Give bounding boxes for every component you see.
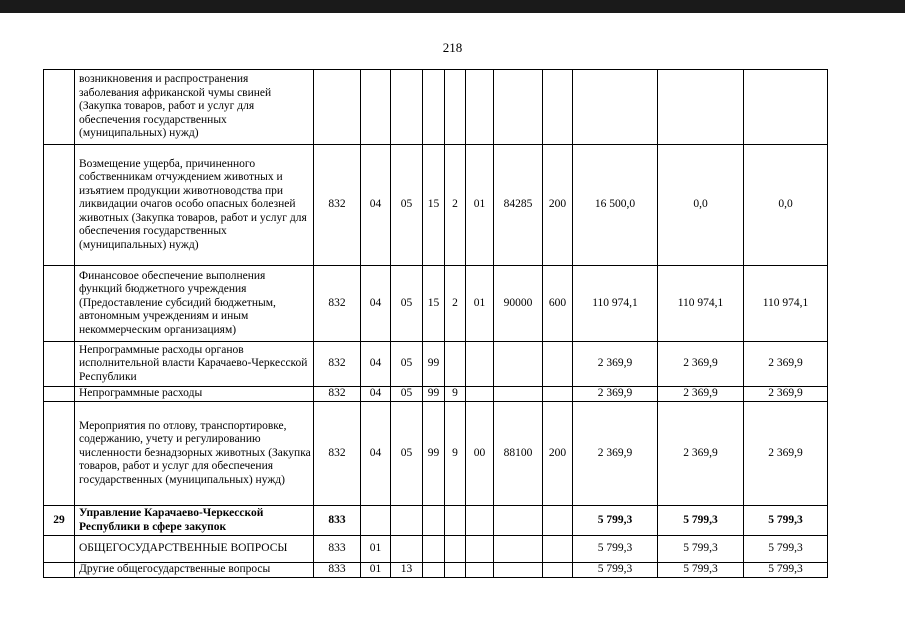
cell-c3	[466, 536, 494, 563]
cell-num: 29	[44, 506, 75, 536]
cell-rz	[361, 506, 391, 536]
cell-c4	[494, 387, 543, 402]
cell-num	[44, 402, 75, 506]
table-row	[44, 536, 828, 563]
cell-num	[44, 70, 75, 145]
cell-c2	[445, 70, 466, 145]
cell-s1: 2 369,9	[573, 342, 658, 387]
cell-desc: Непрограммные расходы	[75, 387, 314, 402]
cell-s2: 2 369,9	[658, 402, 744, 506]
cell-ved: 832	[314, 266, 361, 342]
cell-s3: 5 799,3	[744, 563, 828, 578]
cell-s1: 5 799,3	[573, 563, 658, 578]
cell-vr: 200	[543, 145, 573, 266]
cell-s2: 5 799,3	[658, 506, 744, 536]
cell-c1: 99	[423, 387, 445, 402]
cell-c1: 15	[423, 145, 445, 266]
cell-desc: ОБЩЕГОСУДАРСТВЕННЫЕ ВОПРОСЫ	[75, 536, 314, 563]
cell-c3: 01	[466, 266, 494, 342]
cell-ved: 833	[314, 506, 361, 536]
cell-desc: возникновения и распространения заболевания африканской чумы свиней (Закупка товаров, работ и услуг для обеспечения государственных (муниципальных) нужд)	[75, 70, 314, 145]
cell-c3: 01	[466, 145, 494, 266]
cell-s3: 2 369,9	[744, 342, 828, 387]
cell-c1: 99	[423, 342, 445, 387]
cell-pr: 05	[391, 387, 423, 402]
cell-desc: Управление Карачаево-Черкесской Республики в сфере закупок	[75, 506, 314, 536]
cell-c2	[445, 506, 466, 536]
cell-vr	[543, 70, 573, 145]
cell-s2	[658, 70, 744, 145]
cell-c3	[466, 387, 494, 402]
table-row	[44, 266, 828, 342]
cell-pr: 05	[391, 342, 423, 387]
cell-s3: 2 369,9	[744, 387, 828, 402]
cell-s1: 5 799,3	[573, 536, 658, 563]
cell-c1	[423, 506, 445, 536]
cell-ved	[314, 70, 361, 145]
table-row	[44, 387, 828, 402]
cell-s1: 2 369,9	[573, 402, 658, 506]
cell-desc: Непрограммные расходы органов исполнительной власти Карачаево-Черкесской Республики	[75, 342, 314, 387]
table-row	[44, 402, 828, 506]
cell-c2: 2	[445, 145, 466, 266]
cell-s1: 110 974,1	[573, 266, 658, 342]
cell-c4: 88100	[494, 402, 543, 506]
cell-rz: 04	[361, 342, 391, 387]
cell-c4: 90000	[494, 266, 543, 342]
cell-pr	[391, 70, 423, 145]
cell-ved: 832	[314, 342, 361, 387]
cell-rz: 04	[361, 145, 391, 266]
table-row	[44, 70, 828, 145]
cell-s3	[744, 70, 828, 145]
cell-desc: Мероприятия по отлову, транспортировке, содержанию, учету и регулированию численности безнадзорных животных (Закупка товаров, работ и услуг для обеспечения государственных (муниципальных) нужд)	[75, 402, 314, 506]
cell-s1: 2 369,9	[573, 387, 658, 402]
cell-desc: Возмещение ущерба, причиненного собственникам отчуждением животных и изъятием продукции животноводства при ликвидации очагов особо опасных болезней животных (Закупка товаров, работ и услуг для обеспечения государственных (муниципальных) нужд)	[75, 145, 314, 266]
cell-c4: 84285	[494, 145, 543, 266]
cell-pr	[391, 506, 423, 536]
cell-s2: 0,0	[658, 145, 744, 266]
cell-c3	[466, 563, 494, 578]
cell-rz: 04	[361, 387, 391, 402]
cell-pr: 13	[391, 563, 423, 578]
cell-ved: 832	[314, 145, 361, 266]
cell-s2: 2 369,9	[658, 342, 744, 387]
cell-num	[44, 387, 75, 402]
cell-vr: 600	[543, 266, 573, 342]
table-row	[44, 342, 828, 387]
budget-table	[43, 69, 828, 578]
cell-rz: 04	[361, 402, 391, 506]
cell-rz: 01	[361, 536, 391, 563]
cell-c1: 15	[423, 266, 445, 342]
cell-vr	[543, 342, 573, 387]
cell-c4	[494, 342, 543, 387]
scan-top-border	[0, 0, 905, 13]
table-row	[44, 506, 828, 536]
cell-desc: Финансовое обеспечение выполнения функций бюджетного учреждения (Предоставление субсидий бюджетным, автономным учреждениям и иным некоммерческим организациям)	[75, 266, 314, 342]
cell-c2: 2	[445, 266, 466, 342]
table-row	[44, 563, 828, 578]
cell-rz	[361, 70, 391, 145]
cell-c1	[423, 536, 445, 563]
cell-s3: 2 369,9	[744, 402, 828, 506]
cell-s1: 16 500,0	[573, 145, 658, 266]
cell-c3	[466, 70, 494, 145]
cell-c3	[466, 342, 494, 387]
cell-c1	[423, 70, 445, 145]
cell-desc: Другие общегосударственные вопросы	[75, 563, 314, 578]
page-number: 218	[442, 40, 463, 55]
cell-c3	[466, 506, 494, 536]
cell-ved: 832	[314, 402, 361, 506]
cell-c4	[494, 536, 543, 563]
cell-num	[44, 536, 75, 563]
cell-s1: 5 799,3	[573, 506, 658, 536]
cell-c4	[494, 563, 543, 578]
cell-s3: 5 799,3	[744, 536, 828, 563]
cell-vr: 200	[543, 402, 573, 506]
cell-s3: 110 974,1	[744, 266, 828, 342]
cell-c3: 00	[466, 402, 494, 506]
cell-pr: 05	[391, 266, 423, 342]
cell-c2: 9	[445, 402, 466, 506]
cell-rz: 04	[361, 266, 391, 342]
cell-s3: 0,0	[744, 145, 828, 266]
cell-num	[44, 563, 75, 578]
cell-ved: 833	[314, 563, 361, 578]
cell-s3: 5 799,3	[744, 506, 828, 536]
cell-c2	[445, 536, 466, 563]
table-row	[44, 145, 828, 266]
cell-c4	[494, 70, 543, 145]
cell-num	[44, 342, 75, 387]
cell-num	[44, 145, 75, 266]
cell-s1	[573, 70, 658, 145]
cell-s2: 110 974,1	[658, 266, 744, 342]
cell-vr	[543, 536, 573, 563]
cell-c1	[423, 563, 445, 578]
cell-c1: 99	[423, 402, 445, 506]
cell-vr	[543, 563, 573, 578]
cell-pr	[391, 536, 423, 563]
cell-vr	[543, 387, 573, 402]
cell-c4	[494, 506, 543, 536]
cell-c2	[445, 563, 466, 578]
cell-s2: 2 369,9	[658, 387, 744, 402]
cell-vr	[543, 506, 573, 536]
cell-pr: 05	[391, 145, 423, 266]
cell-s2: 5 799,3	[658, 536, 744, 563]
cell-c2	[445, 342, 466, 387]
cell-c2: 9	[445, 387, 466, 402]
cell-num	[44, 266, 75, 342]
cell-ved: 833	[314, 536, 361, 563]
cell-rz: 01	[361, 563, 391, 578]
cell-pr: 05	[391, 402, 423, 506]
cell-ved: 832	[314, 387, 361, 402]
cell-s2: 5 799,3	[658, 563, 744, 578]
